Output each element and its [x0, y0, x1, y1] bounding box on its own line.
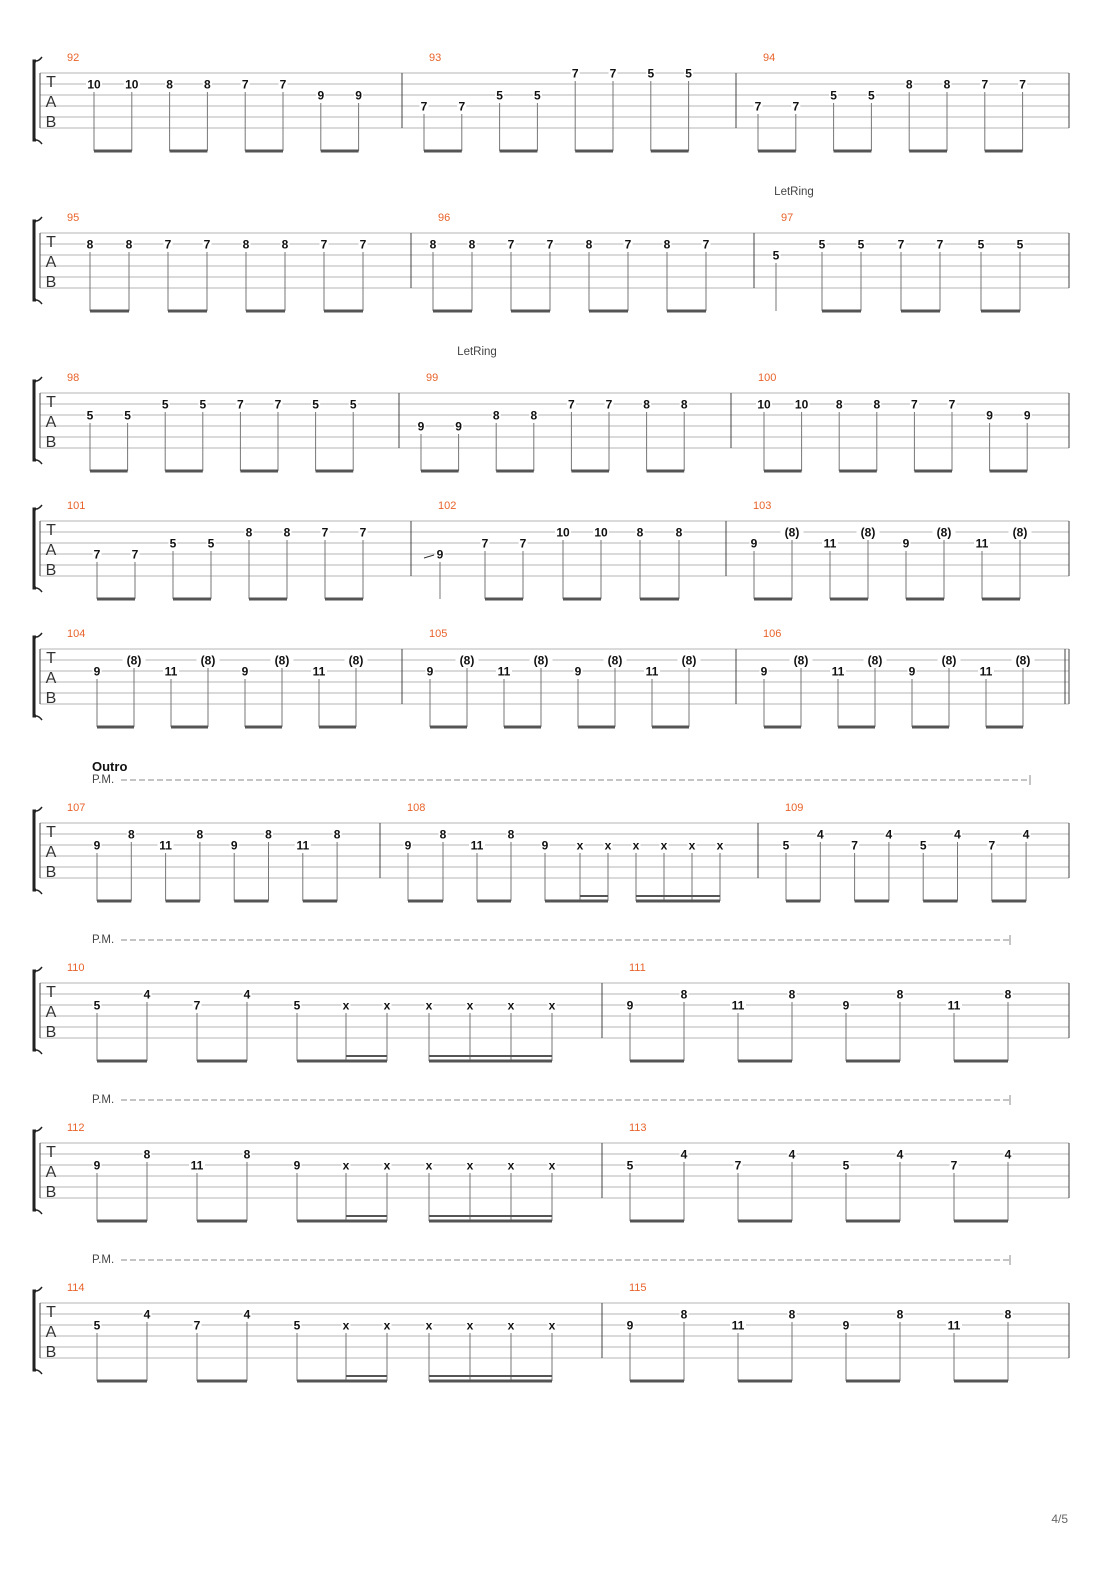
fret-number: 9: [436, 547, 444, 562]
palm-mute-label: P.M.: [92, 774, 115, 786]
fret-number: 11: [470, 838, 484, 853]
dead-note: x: [466, 998, 474, 1013]
fret-number: 9: [1023, 408, 1031, 423]
bar-number: 92: [67, 52, 80, 64]
bar-number: 111: [629, 962, 646, 974]
fret-number: 8: [196, 827, 204, 842]
bracket-hook: [36, 505, 42, 592]
fret-number: 8: [243, 1147, 251, 1162]
fret-number: (8): [126, 653, 142, 668]
fret-number: 9: [455, 419, 462, 434]
dead-note: x: [688, 838, 696, 853]
fret-number: 9: [541, 838, 549, 853]
bar-number: 112: [67, 1122, 85, 1134]
fret-number: 8: [585, 237, 593, 252]
fret-number: 8: [1004, 1307, 1012, 1322]
tab-system: [34, 346, 1069, 471]
fret-number: 9: [93, 1158, 101, 1173]
tab-letter-a: A: [45, 1004, 57, 1021]
fret-number: 10: [87, 77, 101, 92]
tab-system: [34, 52, 1069, 151]
fret-number: 8: [125, 237, 133, 252]
fret-number: 4: [143, 1307, 151, 1322]
fret-number: 8: [166, 77, 173, 92]
fret-number: 7: [702, 237, 710, 252]
fret-number: 8: [283, 525, 291, 540]
fret-number: (8): [784, 525, 800, 540]
fret-number: 11: [190, 1158, 204, 1173]
bar-number: 115: [629, 1282, 647, 1294]
tab-letter-t: T: [46, 824, 56, 841]
bar-number: 93: [429, 52, 442, 64]
fret-number: 5: [782, 838, 790, 853]
fret-number: 7: [193, 1318, 201, 1333]
dead-note: x: [342, 1318, 350, 1333]
tab-letter-b: B: [45, 690, 57, 707]
fret-number: 7: [948, 397, 956, 412]
fret-number: (8): [941, 653, 957, 668]
system-bracket: [34, 971, 36, 1050]
fret-number: 8: [204, 77, 211, 92]
fret-number: 7: [605, 397, 613, 412]
fret-number: 9: [241, 664, 249, 679]
fret-number: 11: [312, 664, 326, 679]
tab-letter-a: A: [45, 94, 57, 111]
fret-number: 11: [731, 998, 745, 1013]
bracket-hook: [36, 377, 42, 464]
bar-number: 104: [67, 628, 86, 640]
fret-number: 10: [794, 397, 809, 412]
fret-number: 10: [125, 77, 139, 92]
palm-mute-label: P.M.: [92, 1254, 115, 1266]
fret-number: 7: [458, 99, 466, 114]
fret-number: 4: [896, 1147, 904, 1162]
fret-number: 5: [496, 88, 503, 103]
bar-number: 109: [785, 802, 804, 814]
fret-number: 5: [647, 66, 655, 81]
fret-number: 9: [93, 664, 101, 679]
dead-note: x: [548, 1158, 556, 1173]
dead-note: x: [576, 838, 584, 853]
bar-number: 101: [67, 500, 86, 512]
fret-number: (8): [459, 653, 475, 668]
fret-number: 5: [169, 536, 177, 551]
tab-letter-b: B: [45, 1344, 57, 1361]
fret-number: 10: [757, 397, 771, 412]
dead-note: x: [425, 998, 433, 1013]
fret-number: 11: [296, 838, 310, 853]
fret-number: 8: [492, 408, 500, 423]
fret-number: 4: [243, 987, 251, 1002]
system-bracket: [34, 1291, 36, 1370]
fret-number: 8: [507, 827, 515, 842]
bar-number: 105: [429, 628, 448, 640]
fret-number: 5: [93, 998, 101, 1013]
tab-letter-a: A: [45, 670, 57, 687]
fret-number: (8): [681, 653, 697, 668]
dead-note: x: [342, 998, 350, 1013]
tab-system: [34, 500, 1069, 599]
system-bracket: [34, 221, 36, 300]
fret-number: 8: [905, 77, 913, 92]
tab-letter-t: T: [46, 234, 56, 251]
fret-number: 8: [680, 987, 688, 1002]
fret-number: 8: [265, 827, 272, 842]
fret-number: 9: [750, 536, 758, 551]
tab-letter-b: B: [45, 562, 57, 579]
fret-number: 8: [245, 525, 253, 540]
fret-number: 5: [919, 838, 927, 853]
let-ring-label: LetRing: [774, 186, 814, 198]
fret-number: 8: [680, 397, 688, 412]
fret-number: (8): [200, 653, 216, 668]
fret-number: 9: [317, 88, 325, 103]
system-bracket: [34, 637, 36, 716]
tab-letter-b: B: [45, 274, 57, 291]
bar-number: 97: [781, 212, 794, 224]
fret-number: 8: [643, 397, 650, 412]
fret-number: 8: [429, 237, 437, 252]
fret-number: 7: [164, 237, 172, 252]
fret-number: 7: [279, 77, 287, 92]
tab-letter-a: A: [45, 844, 57, 861]
fret-number: (8): [860, 525, 876, 540]
fret-number: (8): [936, 525, 952, 540]
fret-number: 5: [161, 397, 169, 412]
tab-letter-b: B: [45, 114, 57, 131]
fret-number: 7: [624, 237, 632, 252]
dead-note: x: [425, 1318, 433, 1333]
fret-number: 11: [159, 838, 172, 853]
fret-number: 8: [636, 525, 644, 540]
tab-system: [34, 628, 1069, 727]
tab-letter-t: T: [46, 1304, 56, 1321]
bar-number: 98: [67, 372, 80, 384]
tab-letter-t: T: [46, 984, 56, 1001]
fret-number: 11: [731, 1318, 745, 1333]
fret-number: 7: [792, 99, 800, 114]
bar-number: 102: [438, 500, 457, 512]
bar-number: 95: [67, 212, 80, 224]
fret-number: (8): [1012, 525, 1028, 540]
fret-number: 9: [760, 664, 768, 679]
dead-note: x: [548, 1318, 556, 1333]
dead-note: x: [383, 998, 391, 1013]
fret-number: 8: [896, 987, 904, 1002]
bar-number: 107: [67, 802, 86, 814]
fret-number: 7: [609, 66, 617, 81]
tab-system: [34, 1094, 1069, 1221]
fret-number: 5: [86, 408, 94, 423]
fret-number: 7: [93, 547, 101, 562]
fret-number: 5: [977, 237, 985, 252]
fret-number: 7: [568, 397, 575, 412]
tab-letter-a: A: [45, 254, 57, 271]
fret-number: 5: [842, 1158, 850, 1173]
fret-number: 4: [788, 1147, 796, 1162]
fret-number: 9: [293, 1158, 301, 1173]
fret-number: 5: [124, 408, 131, 423]
dead-note: x: [548, 998, 556, 1013]
fret-number: 7: [519, 536, 527, 551]
fret-number: 9: [93, 838, 101, 853]
fret-number: 5: [626, 1158, 634, 1173]
tab-letter-b: B: [45, 1184, 57, 1201]
dead-note: x: [507, 998, 515, 1013]
fret-number: 7: [911, 397, 918, 412]
dead-note: x: [383, 1158, 391, 1173]
dead-note: x: [425, 1158, 433, 1173]
bar-number: 103: [753, 500, 772, 512]
fret-number: 9: [426, 664, 434, 679]
fret-number: 8: [1004, 987, 1012, 1002]
fret-number: 11: [645, 664, 659, 679]
fret-number: 9: [355, 88, 362, 103]
fret-number: 11: [831, 664, 845, 679]
tab-letter-t: T: [46, 394, 56, 411]
fret-number: 11: [979, 664, 993, 679]
dead-note: x: [660, 838, 668, 853]
fret-number: 11: [947, 998, 961, 1013]
system-bracket: [34, 61, 36, 140]
fret-number: 7: [237, 397, 244, 412]
fret-number: 11: [975, 536, 989, 551]
fret-number: 11: [823, 536, 837, 551]
bracket-hook: [36, 1127, 42, 1214]
fret-number: 7: [481, 536, 489, 551]
fret-number: 7: [1019, 77, 1026, 92]
dead-note: x: [466, 1318, 474, 1333]
fret-number: 4: [885, 827, 893, 842]
dead-note: x: [716, 838, 724, 853]
fret-number: 11: [947, 1318, 961, 1333]
fret-number: 8: [86, 237, 94, 252]
bar-number: 100: [758, 372, 777, 384]
fret-number: 5: [293, 1318, 301, 1333]
tab-system: [34, 1254, 1069, 1381]
fret-number: 7: [359, 237, 367, 252]
page-number: 4/5: [1051, 1512, 1068, 1526]
section-heading: Outro: [92, 759, 128, 774]
bracket-hook: [36, 807, 42, 894]
fret-number: (8): [348, 653, 364, 668]
fret-number: 5: [830, 88, 837, 103]
palm-mute-label: P.M.: [92, 934, 115, 946]
fret-number: 7: [320, 237, 328, 252]
tab-letter-b: B: [45, 434, 57, 451]
fret-number: 8: [127, 827, 135, 842]
fret-number: (8): [274, 653, 290, 668]
tab-letter-t: T: [46, 74, 56, 91]
fret-number: 4: [243, 1307, 251, 1322]
fret-number: (8): [607, 653, 623, 668]
fret-number: 7: [734, 1158, 742, 1173]
fret-number: 7: [420, 99, 428, 114]
fret-number: 9: [230, 838, 238, 853]
tab-system: [34, 186, 1069, 311]
fret-number: 4: [954, 827, 961, 842]
tab-letter-a: A: [45, 1324, 57, 1341]
fret-number: 7: [950, 1158, 958, 1173]
fret-number: 8: [530, 408, 538, 423]
fret-number: 8: [943, 77, 951, 92]
fret-number: 9: [626, 1318, 634, 1333]
fret-number: (8): [533, 653, 549, 668]
tab-letter-a: A: [45, 414, 57, 431]
fret-number: 9: [842, 1318, 850, 1333]
fret-number: 9: [986, 408, 993, 423]
dead-note: x: [604, 838, 612, 853]
fret-number: 8: [281, 237, 289, 252]
fret-number: 7: [981, 77, 989, 92]
fret-number: 10: [556, 525, 570, 540]
fret-number: 5: [199, 397, 207, 412]
fret-number: 8: [663, 237, 671, 252]
fret-number: 8: [468, 237, 476, 252]
fret-number: 7: [988, 838, 996, 853]
fret-number: 9: [404, 838, 412, 853]
fret-number: 5: [1016, 237, 1024, 252]
fret-number: 5: [818, 237, 826, 252]
tab-letter-a: A: [45, 1164, 57, 1181]
let-ring-label: LetRing: [457, 346, 497, 358]
fret-number: 8: [143, 1147, 151, 1162]
fret-number: 5: [685, 66, 692, 81]
fret-number: 5: [534, 88, 541, 103]
system-bracket: [34, 509, 36, 588]
dead-note: x: [342, 1158, 350, 1173]
fret-number: 10: [594, 525, 608, 540]
fret-number: 9: [417, 419, 425, 434]
bar-number: 99: [426, 372, 439, 384]
fret-number: 4: [680, 1147, 688, 1162]
fret-number: 4: [1022, 827, 1030, 842]
slide-mark: [424, 555, 434, 558]
bar-number: 94: [763, 52, 776, 64]
dead-note: x: [466, 1158, 474, 1173]
bracket-hook: [36, 633, 42, 720]
fret-number: 8: [333, 827, 341, 842]
fret-number: 8: [788, 1307, 796, 1322]
fret-number: 9: [908, 664, 916, 679]
system-bracket: [34, 381, 36, 460]
bar-number: 113: [629, 1122, 647, 1134]
fret-number: 4: [816, 827, 824, 842]
fret-number: 9: [842, 998, 850, 1013]
dead-note: x: [632, 838, 640, 853]
fret-number: 9: [902, 536, 910, 551]
fret-number: 7: [131, 547, 139, 562]
system-bracket: [34, 811, 36, 890]
fret-number: 7: [321, 525, 329, 540]
bar-number: 106: [763, 628, 782, 640]
tab-letter-b: B: [45, 1024, 57, 1041]
tab-letter-b: B: [45, 864, 57, 881]
fret-number: 8: [873, 397, 881, 412]
bar-number: 110: [67, 962, 85, 974]
fret-number: 7: [507, 237, 515, 252]
fret-number: 8: [788, 987, 796, 1002]
fret-number: 7: [546, 237, 554, 252]
fret-number: 7: [897, 237, 905, 252]
tab-letter-t: T: [46, 522, 56, 539]
tab-letter-t: T: [46, 1144, 56, 1161]
system-bracket: [34, 1131, 36, 1210]
tab-system: [34, 934, 1069, 1061]
dead-note: x: [507, 1318, 515, 1333]
fret-number: 7: [754, 99, 762, 114]
bracket-hook: [36, 57, 42, 144]
fret-number: 5: [93, 1318, 101, 1333]
dead-note: x: [507, 1158, 515, 1173]
fret-number: 8: [835, 397, 843, 412]
fret-number: 8: [675, 525, 683, 540]
bar-number: 108: [407, 802, 426, 814]
fret-number: 8: [242, 237, 250, 252]
fret-number: 7: [851, 838, 858, 853]
fret-number: 7: [241, 77, 249, 92]
fret-number: 7: [193, 998, 201, 1013]
bracket-hook: [36, 967, 42, 1054]
fret-number: 7: [274, 397, 282, 412]
fret-number: 9: [626, 998, 634, 1013]
fret-number: 7: [936, 237, 944, 252]
tab-letter-a: A: [45, 542, 57, 559]
dead-note: x: [383, 1318, 391, 1333]
fret-number: 9: [574, 664, 582, 679]
fret-number: 5: [868, 88, 875, 103]
tab-system: [34, 759, 1069, 901]
fret-number: 5: [349, 397, 357, 412]
tab-letter-t: T: [46, 650, 56, 667]
fret-number: 7: [571, 66, 579, 81]
fret-number: (8): [1015, 653, 1031, 668]
fret-number: 8: [680, 1307, 688, 1322]
fret-number: 5: [312, 397, 319, 412]
bracket-hook: [36, 1287, 42, 1374]
fret-number: (8): [867, 653, 883, 668]
fret-number: 8: [439, 827, 447, 842]
fret-number: 4: [143, 987, 151, 1002]
bar-number: 114: [67, 1282, 85, 1294]
fret-number: 5: [772, 248, 780, 263]
fret-number: 5: [207, 536, 215, 551]
fret-number: 11: [164, 664, 178, 679]
palm-mute-label: P.M.: [92, 1094, 115, 1106]
fret-number: 5: [293, 998, 301, 1013]
fret-number: 5: [857, 237, 865, 252]
fret-number: (8): [793, 653, 809, 668]
fret-number: 7: [359, 525, 367, 540]
fret-number: 8: [896, 1307, 904, 1322]
bar-number: 96: [438, 212, 451, 224]
bracket-hook: [36, 217, 42, 304]
fret-number: 4: [1004, 1147, 1012, 1162]
fret-number: 7: [203, 237, 211, 252]
fret-number: 11: [497, 664, 511, 679]
